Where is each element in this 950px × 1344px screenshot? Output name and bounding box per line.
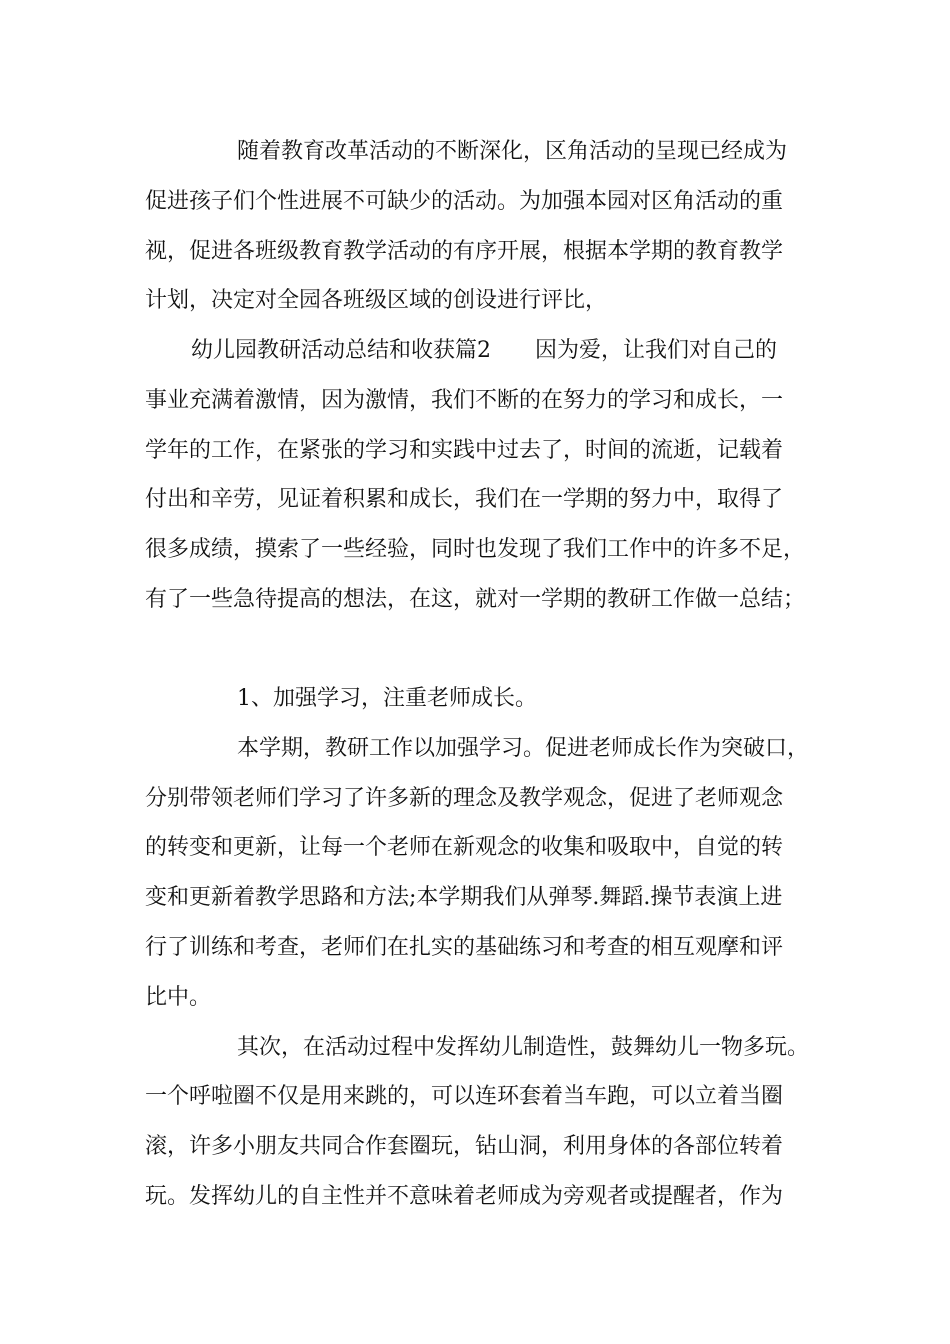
text-line: 的转变和更新，让每一个老师在新观念的收集和吸取中，自觉的转	[145, 835, 784, 860]
text-line: 幼儿园教研活动总结和收获篇2 因为爱，让我们对自己的	[191, 338, 777, 363]
text-line: 视，促进各班级教育教学活动的有序开展，根据本学期的教育教学	[145, 239, 784, 264]
text-line: 学年的工作，在紧张的学习和实践中过去了，时间的流逝，记载着	[145, 438, 784, 463]
text-line: 付出和辛劳，见证着积累和成长，我们在一学期的努力中，取得了	[145, 487, 784, 512]
text-line: 玩。发挥幼儿的自主性并不意味着老师成为旁观者或提醒者，作为	[145, 1184, 784, 1209]
text-line: 变和更新着教学思路和方法;本学期我们从弹琴.舞蹈.操节表演上进	[145, 885, 783, 910]
text-line: 有了一些急待提高的想法，在这，就对一学期的教研工作做一总结；	[145, 587, 806, 612]
text-line: 本学期，教研工作以加强学习。促进老师成长作为突破口，	[237, 736, 810, 761]
text-line: 其次，在活动过程中发挥幼儿制造性，鼓舞幼儿一物多玩。	[237, 1035, 810, 1060]
text-line: 很多成绩，摸索了一些经验，同时也发现了我们工作中的许多不足，	[145, 537, 806, 562]
section-heading: 1、加强学习，注重老师成长。	[237, 686, 537, 711]
text-line: 事业充满着激情，因为激情，我们不断的在努力的学习和成长，一	[145, 388, 784, 413]
text-line: 行了训练和考查，老师们在扎实的基础练习和考查的相互观摩和评	[145, 935, 784, 960]
text-line: 促进孩子们个性进展不可缺少的活动。为加强本园对区角活动的重	[145, 189, 784, 214]
text-line: 一个呼啦圈不仅是用来跳的，可以连环套着当车跑，可以立着当圈	[145, 1084, 784, 1109]
text-line: 滚，许多小朋友共同合作套圈玩，钻山洞，利用身体的各部位转着	[145, 1134, 784, 1159]
text-line: 随着教育改革活动的不断深化，区角活动的呈现已经成为	[237, 139, 788, 164]
text-line: 比中。	[145, 985, 212, 1010]
text-line: 计划，决定对全园各班级区域的创设进行评比，	[145, 288, 608, 313]
text-line: 分别带领老师们学习了许多新的理念及教学观念，促进了老师观念	[145, 786, 784, 811]
